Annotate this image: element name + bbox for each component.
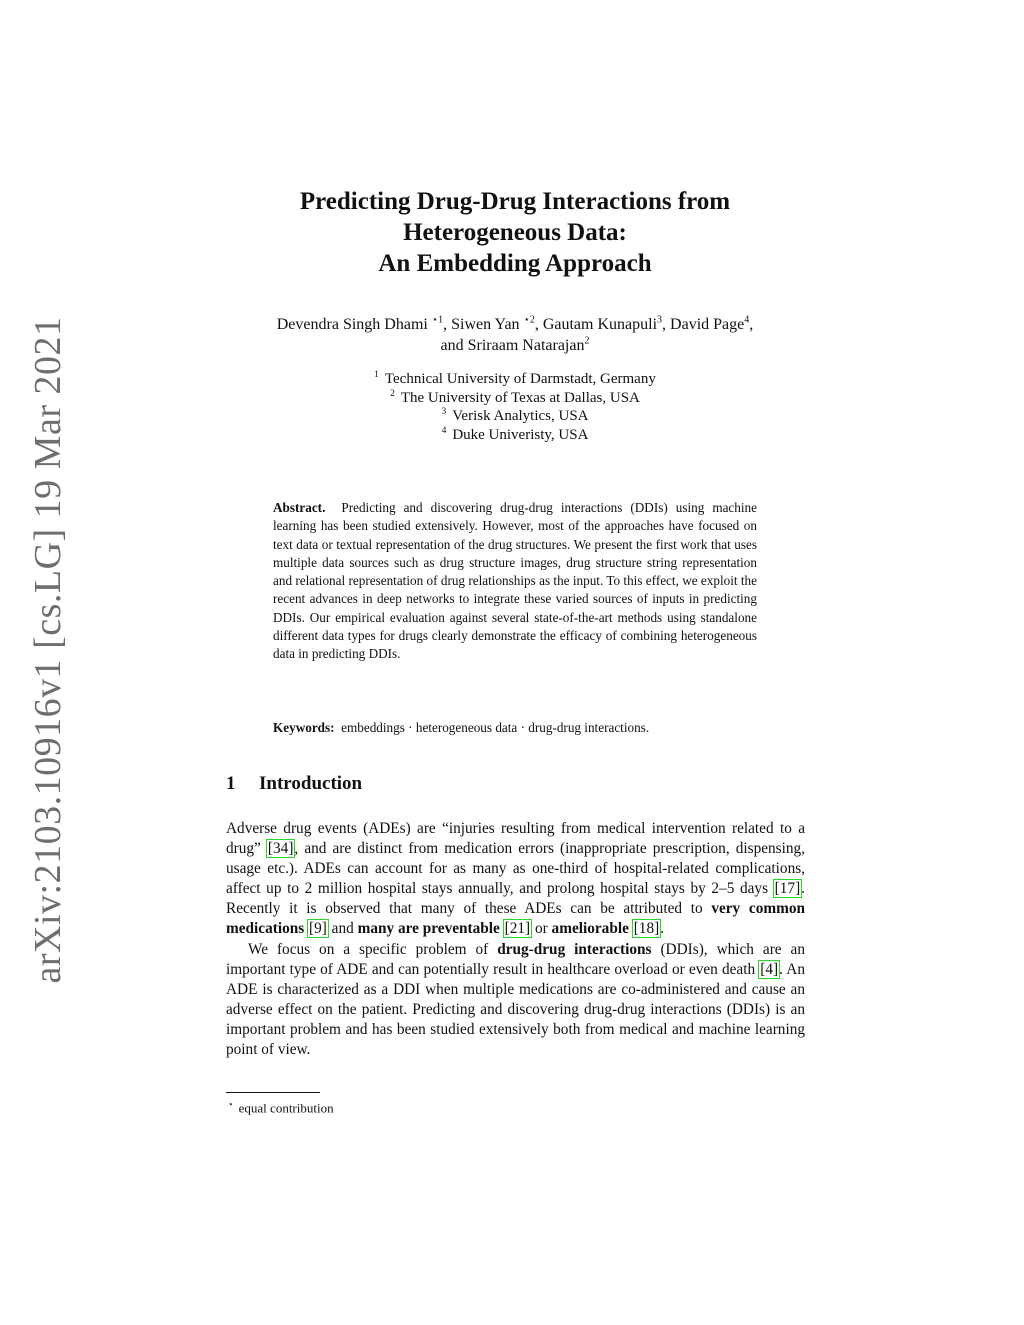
author-name: , David Page [662,316,745,333]
title-line-1: Predicting Drug-Drug Interactions from [299,188,731,215]
text-run: (DDIs), which are an important type of ADE and can potentially result in healthcare overload or even death [226,940,805,978]
author-affil-mark: 4 [744,314,750,326]
author-affil-mark: 3 [657,314,663,326]
affiliation-mark: 3 [441,407,447,417]
abstract-label: Abstract. [273,500,326,515]
text-run: . [660,920,665,938]
text-run: We focus on a specific problem of [248,940,498,958]
affiliation-mark: 4 [441,425,447,436]
affiliation-mark: 2 [390,388,395,399]
affiliation-list [200,370,830,444]
citation-link[interactable]: [17] [774,880,801,898]
affiliation [200,370,830,389]
affiliation-text: Verisk Analytics, USA [452,408,589,424]
citation-link[interactable]: [34] [267,840,294,858]
bold-phrase: drug-drug interactions [497,940,652,958]
author-name: , Siwen Yan [443,316,524,333]
bold-phrase: ameliorable [551,920,629,938]
text-run: . An ADE is characterized as a DDI when multiple medications are co-administered and cause an adverse effect on the patient. Predicting and discovering drug-drug interactions (DDIs) is an important problem and has been studied extensively both from medical and machine learning point of view. [226,960,805,1059]
footnote [228,1096,334,1116]
citation-link[interactable]: [4] [760,960,779,978]
affiliation-text: The University of Texas at Dallas, USA [400,389,640,406]
keywords-text: embeddings · heterogeneous data · drug-drug interactions. [341,720,650,735]
title-line-3: An Embedding Approach [378,250,652,277]
paragraph [226,940,805,1061]
paragraph [226,819,805,940]
arxiv-sidebar-stamp [24,316,72,984]
footnote-divider [226,1092,320,1093]
affiliation-text: Technical University of Darmstadt, Germany [384,371,656,387]
author-name: and Sriraam Natarajan [440,337,585,354]
author-name: Devendra Singh Dhami [276,316,432,333]
section-heading [226,773,362,795]
text-run: , and are distinct from medication errors (inappropriate prescription, dispensing, usage etc.). ADEs can account for as many as one-third of hospital-related complications, affect up to 2 million hospital stays annually, and prolong hospital stays by 2–5 days [226,840,806,898]
footnote-text: equal contribution [238,1100,334,1116]
author-line-2 [200,335,830,356]
author-affil-mark: ⋆1 [431,314,444,326]
affiliation [200,389,830,408]
keywords [273,719,773,737]
author-list [200,314,830,356]
text-run: or [531,920,552,938]
text-run: and [327,920,358,938]
arxiv-id: arXiv:2103.10916v1 [cs.LG] 19 Mar 2021 [27,316,69,984]
bold-phrase: very common medications [226,900,805,938]
section-title: Introduction [259,773,363,794]
body-text [226,819,805,1060]
author-affil-mark: ⋆2 [523,314,535,326]
section-number: 1 [226,773,236,794]
author-separator: , [749,316,754,333]
abstract [273,499,757,664]
author-name: , Gautam Kunapuli [534,316,658,333]
citation-link[interactable]: [9] [309,920,327,938]
citation-link[interactable]: [21] [504,920,531,938]
affiliation [200,407,830,426]
affiliation [200,426,830,445]
citation-link[interactable]: [18] [633,920,660,938]
title-line-2: Heterogeneous Data: [403,219,627,246]
affiliation-text: Duke Univeristy, USA [452,426,589,443]
bold-phrase: many are preventable [357,920,500,938]
text-run: . Recently it is observed that many of these ADEs can be attributed to [226,880,805,918]
footnote-mark: ⋆ [228,1099,234,1109]
affiliation-mark: 1 [374,370,379,380]
text-run: Adverse drug events (ADEs) are “injuries resulting from medical intervention related to a drug” [226,820,805,858]
paper-title [200,186,830,279]
author-line-1 [200,314,830,335]
keywords-label: Keywords: [273,720,335,735]
author-affil-mark: 2 [584,335,590,347]
abstract-text: Predicting and discovering drug-drug interactions (DDIs) using machine learning has been studied extensively. However, most of the approaches have focused on text data or textual representation of the drug structures. We present the first work that uses multiple data sources such as drug structure images, drug structure string representation and relational representation of drug relationships as the input. To this effect, we exploit the recent advances in deep networks to integrate these varied sources of inputs in predicting DDIs. Our empirical evaluation against several state-of-the-art methods using standalone different data types for drugs clearly demonstrate the efficacy of combining heterogeneous data in predicting DDIs. [273,500,757,662]
